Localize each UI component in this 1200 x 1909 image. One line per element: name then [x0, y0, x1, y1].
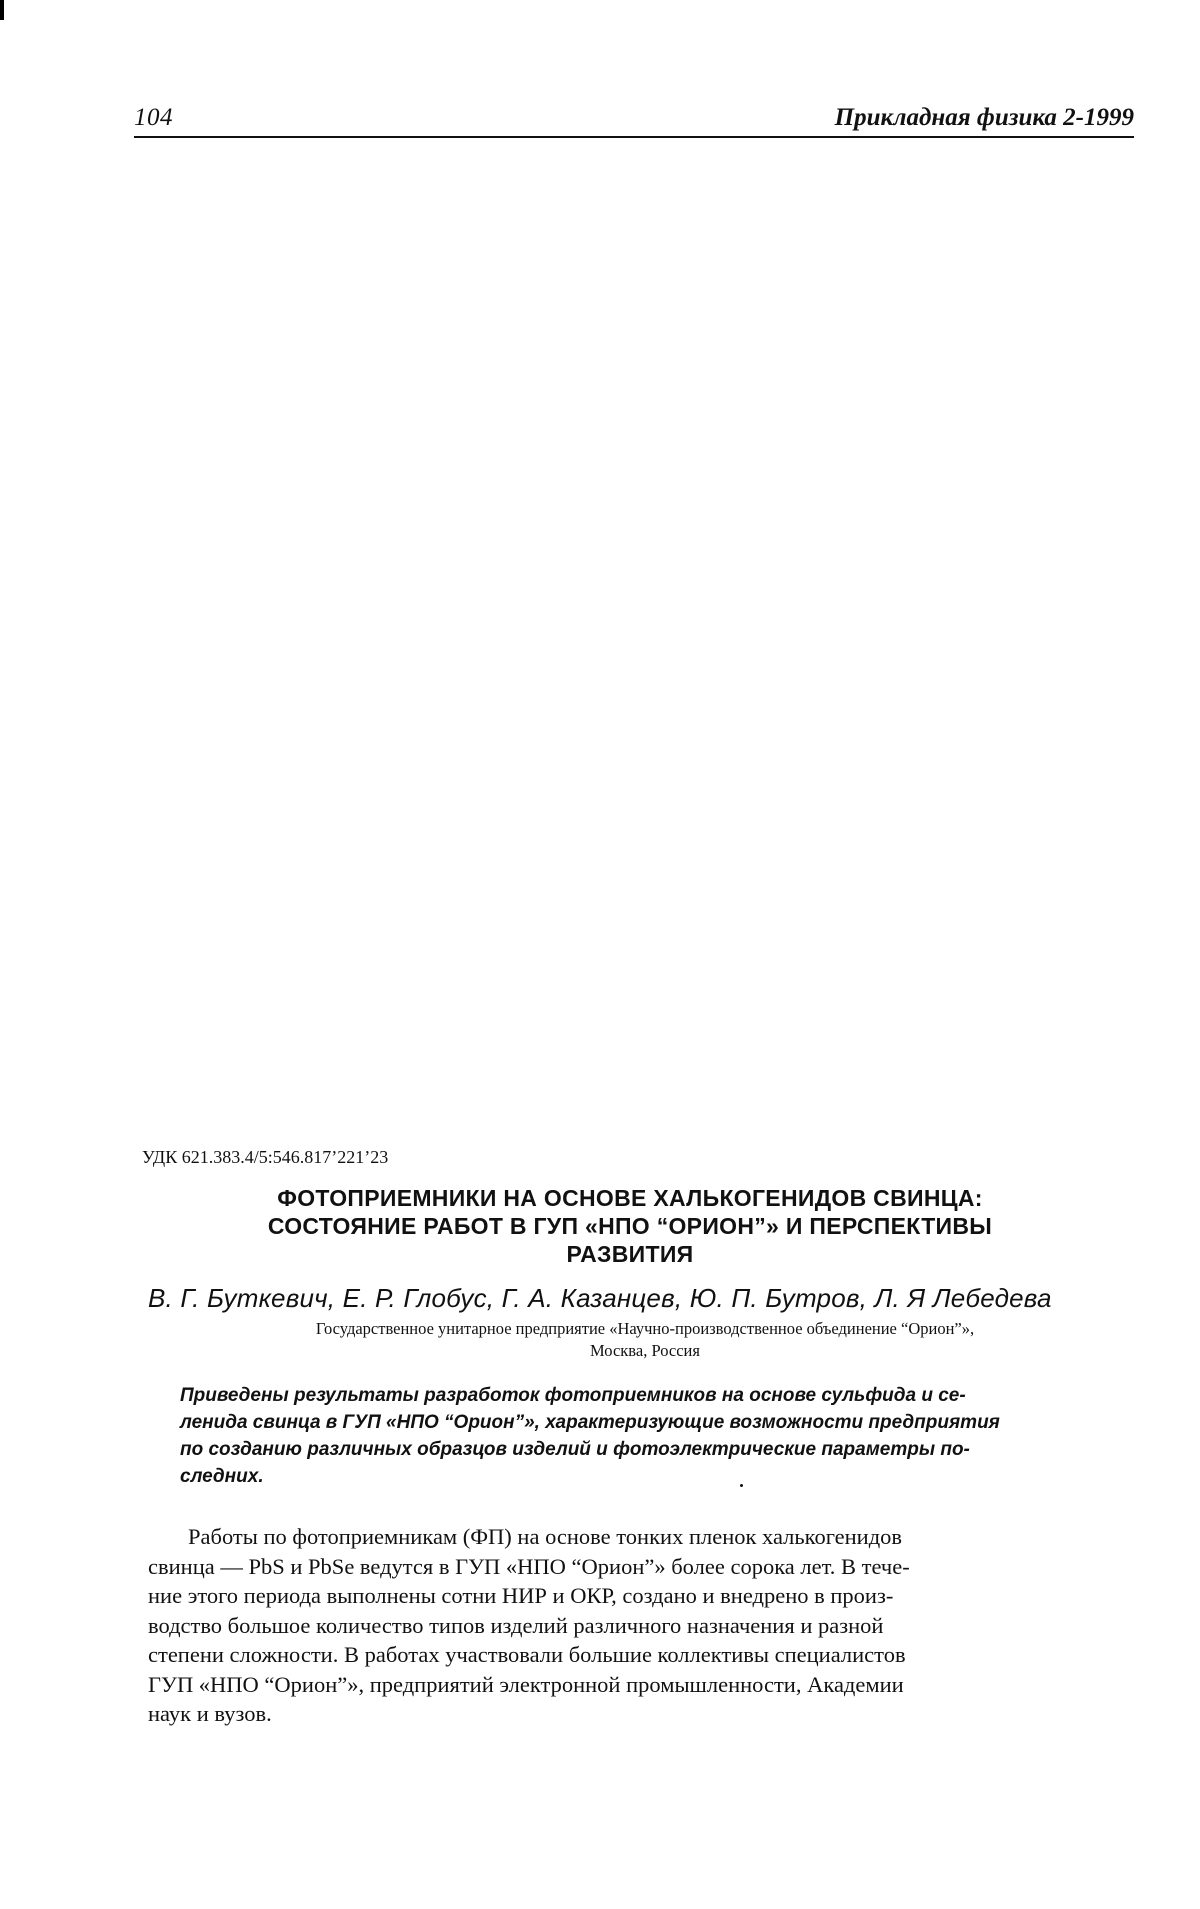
body-line: наук и вузов. [148, 1701, 272, 1726]
title-line: ФОТОПРИЕМНИКИ НА ОСНОВЕ ХАЛЬКОГЕНИДОВ СВИНЦА: [277, 1185, 983, 1211]
journal-title: Прикладная физика 2-1999 [834, 104, 1134, 131]
body-line: ние этого периода выполнены сотни НИР и ОКР, создано и внедрено в произ- [148, 1583, 894, 1608]
article-title [150, 1184, 1110, 1268]
affiliation-line: Государственное унитарное предприятие «Научно-производственное объединение “Орион”», [315, 1319, 975, 1338]
body-line: свинца — PbS и PbSe ведутся в ГУП «НПО “Орион”» более сорока лет. В тече- [148, 1553, 910, 1579]
body-line: ГУП «НПО “Орион”», предприятий электронной промышленности, Академии [148, 1671, 904, 1697]
title-line: РАЗВИТИЯ [566, 1241, 694, 1267]
body-line: Работы по фотоприемникам (ФП) на основе тонких пленок халькогенидов [188, 1524, 903, 1549]
body-line: водство большое количество типов изделий различного назначения и разной [148, 1612, 884, 1638]
header-rule [134, 136, 1134, 138]
abstract-line: ленида свинца в ГУП «НПО “Орион”», характеризующие возможности предприятия [180, 1412, 1000, 1433]
title-line: СОСТОЯНИЕ РАБОТ В ГУП «НПО “ОРИОН”» И ПЕРСПЕКТИВЫ [267, 1213, 993, 1239]
author-list: В. Г. Буткевич, Е. Р. Глобус, Г. А. Казанцев, Ю. П. Бутров, Л. Я Лебедева [148, 1283, 1052, 1313]
abstract-line: следних. [180, 1466, 264, 1487]
body-paragraph [148, 1522, 1148, 1729]
abstract [180, 1382, 1145, 1490]
scan-speck [740, 1484, 743, 1487]
scan-edge-mark [0, 0, 4, 20]
abstract-line: Приведены результаты разработок фотоприемников на основе сульфида и се- [180, 1385, 966, 1406]
running-header [134, 103, 1134, 137]
body-line: степени сложности. В работах участвовали большие коллективы специалистов [148, 1642, 906, 1667]
abstract-line: по созданию различных образцов изделий и фотоэлектрические параметры по- [180, 1439, 970, 1460]
page-number: 104 [134, 104, 173, 131]
affiliation-line: Москва, Россия [590, 1341, 700, 1360]
affiliation [150, 1318, 1140, 1362]
udk-code: УДК 621.383.4/5:546.817’221’23 [142, 1147, 389, 1167]
